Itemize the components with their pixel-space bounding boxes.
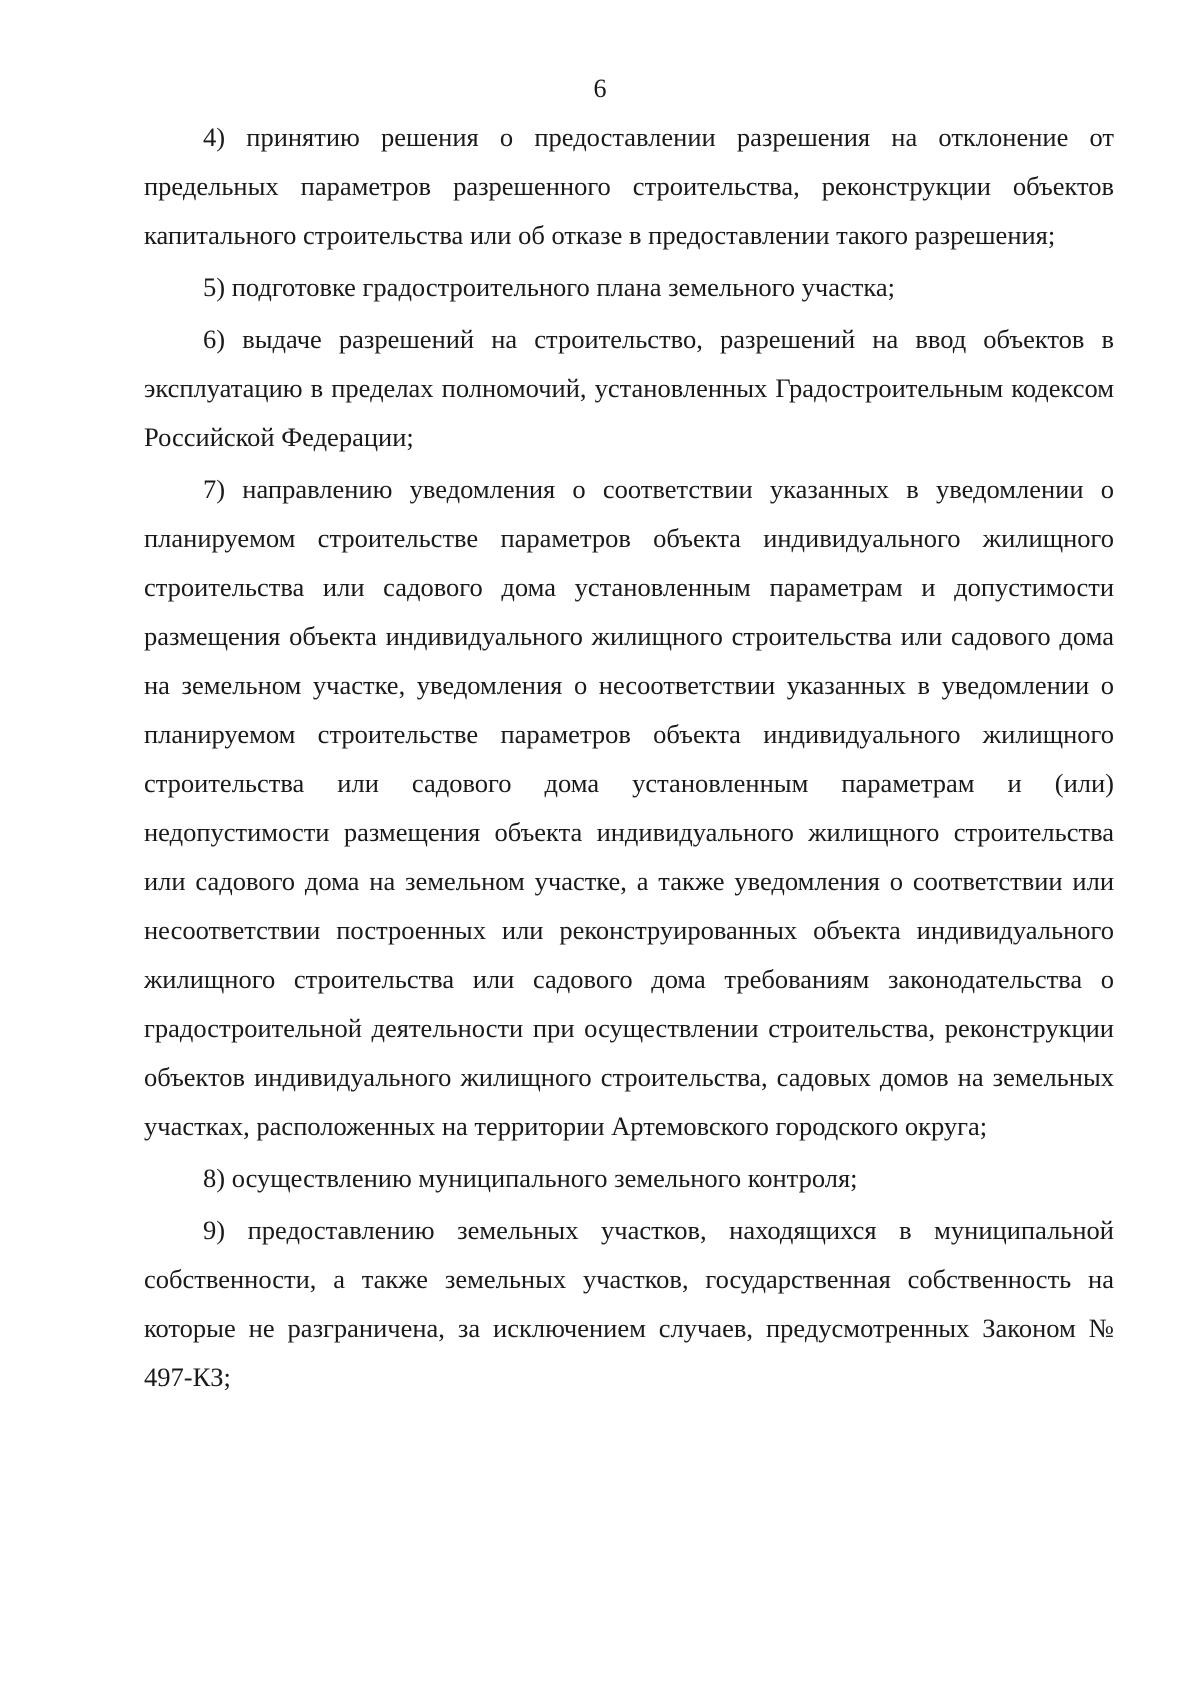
paragraph-item-4: 4) принятию решения о предоставлении разрешения на отклонение от предельных параметров разрешенного строительства, реконструкции объектов капитального строительства или об отказе в предоставлении такого разрешения; [144,122,1114,250]
page-number: 6 [593,74,607,103]
paragraph-item-8: 8) осуществлению муниципального земельного контроля; [203,1163,858,1193]
paragraph-item-9: 9) предоставлению земельных участков, находящихся в муниципальной собственности, а также земельных участков, государственная собственность на которые не разграничена, за исключением случаев, предусмотренных Законом № 497-КЗ; [144,1215,1114,1392]
paragraph-item-6: 6) выдаче разрешений на строительство, разрешений на ввод объектов в эксплуатацию в пределах полномочий, установленных Градостроительным кодексом Российской Федерации; [144,324,1114,452]
paragraph-item-5: 5) подготовке градостроительного плана земельного участка; [203,272,895,302]
document-body [144,113,1114,1402]
paragraph-item-7: 7) направлению уведомления о соответствии указанных в уведомлении о планируемом строительстве параметров объекта индивидуального жилищного строительства или садового дома установленным параметрам и допустимости размещения объекта индивидуального жилищного строительства или садового дома на земельном участке, уведомления о несоответствии указанных в уведомлении о планируемом строительстве параметров объекта индивидуального жилищного строительства или садового дома установленным параметрам и (или) недопустимости размещения объекта индивидуального жилищного строительства или садового дома на земельном участке, а также уведомления о соответствии или несоответствии построенных или реконструированных объекта индивидуального жилищного строительства или садового дома требованиям законодательства о градостроительной деятельности при осуществлении строительства, реконструкции объектов индивидуального жилищного строительства, садовых домов на земельных участках, расположенных на территории Артемовского городского округа; [144,474,1114,1141]
